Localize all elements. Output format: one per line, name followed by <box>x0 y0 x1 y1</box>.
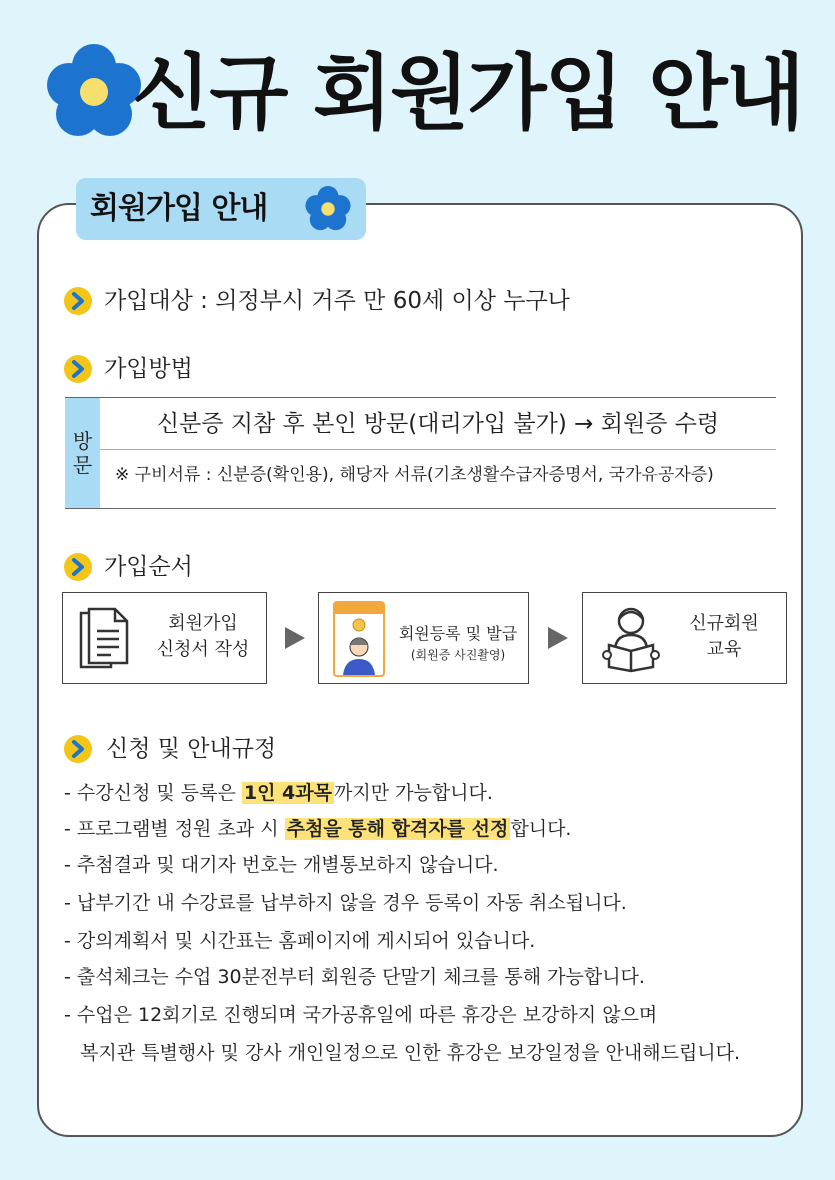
step-application <box>62 592 267 684</box>
step-label: 신청서 작성 <box>156 639 250 660</box>
method-side-label <box>65 398 100 508</box>
id-card-icon <box>333 601 385 677</box>
section-tab <box>76 178 366 240</box>
method-table <box>65 397 776 509</box>
step-label: 신규회원 <box>689 613 759 634</box>
rule-item: - 출석체크는 수업 30분전부터 회원증 단말기 체크를 통해 가능합니다. <box>64 966 645 988</box>
step-sublabel: (회원증 사진촬영) <box>410 648 506 662</box>
step-label: 회원가입 <box>168 613 238 634</box>
title-row <box>40 38 803 158</box>
page-title: 신규 회원가입 안내 <box>132 46 803 141</box>
rule-item: - 추첨결과 및 대기자 번호는 개별통보하지 않습니다. <box>64 854 499 876</box>
chevron-right-icon <box>64 287 92 315</box>
order-heading: 가입순서 <box>104 554 193 580</box>
rule-item: - 수업은 12회기로 진행되며 국가공휴일에 따른 휴강은 보강하지 않으며 <box>64 1004 658 1026</box>
flower-icon <box>304 185 352 233</box>
rule-text: - 수강신청 및 등록은 <box>64 782 242 804</box>
method-documents: ※ 구비서류 : 신분증(확인용), 해당자 서류(기초생활수급자증명서, 국가유공자증) <box>115 465 714 485</box>
step-label: 회원등록 및 발급 <box>398 624 518 643</box>
flower-icon <box>44 42 144 142</box>
step-registration <box>318 592 529 684</box>
chevron-right-icon <box>64 553 92 581</box>
rule-item: - 납부기간 내 수강료를 납부하지 않을 경우 등록이 자동 취소됩니다. <box>64 892 627 914</box>
method-main-text: 신분증 지참 후 본인 방문(대리가입 불가) → 회원증 수령 <box>156 411 720 437</box>
step-education <box>582 592 787 684</box>
rule-text: 합니다. <box>510 818 572 840</box>
rule-text: 까지만 가능합니다. <box>333 782 493 804</box>
rule-text: - 프로그램별 정원 초과 시 <box>64 818 285 840</box>
section-tab-label: 회원가입 안내 <box>90 191 268 226</box>
target-heading: 가입대상 : 의정부시 거주 만 60세 이상 누구나 <box>104 288 570 314</box>
rule-highlight: 추첨을 통해 합격자를 선정 <box>286 818 509 840</box>
step-label: 교육 <box>706 639 742 660</box>
rule-item: 복지관 특별행사 및 강사 개인일정으로 인한 휴강은 보강일정을 안내해드립니다. <box>80 1042 741 1064</box>
rule-item <box>64 779 493 807</box>
method-divider <box>100 449 776 450</box>
rule-item: - 강의계획서 및 시간표는 홈페이지에 게시되어 있습니다. <box>64 930 536 952</box>
reading-person-icon <box>601 603 661 673</box>
rules-heading: 신청 및 안내규정 <box>106 736 277 762</box>
method-heading: 가입방법 <box>104 356 193 382</box>
triangle-arrow-icon <box>548 627 568 649</box>
document-icon <box>77 605 131 671</box>
method-side-char: 문 <box>72 453 93 477</box>
triangle-arrow-icon <box>285 627 305 649</box>
method-side-char: 방 <box>72 429 93 453</box>
chevron-right-icon <box>64 355 92 383</box>
rule-highlight: 1인 4과목 <box>243 782 332 804</box>
chevron-right-icon <box>64 735 92 763</box>
rule-item <box>64 815 571 843</box>
